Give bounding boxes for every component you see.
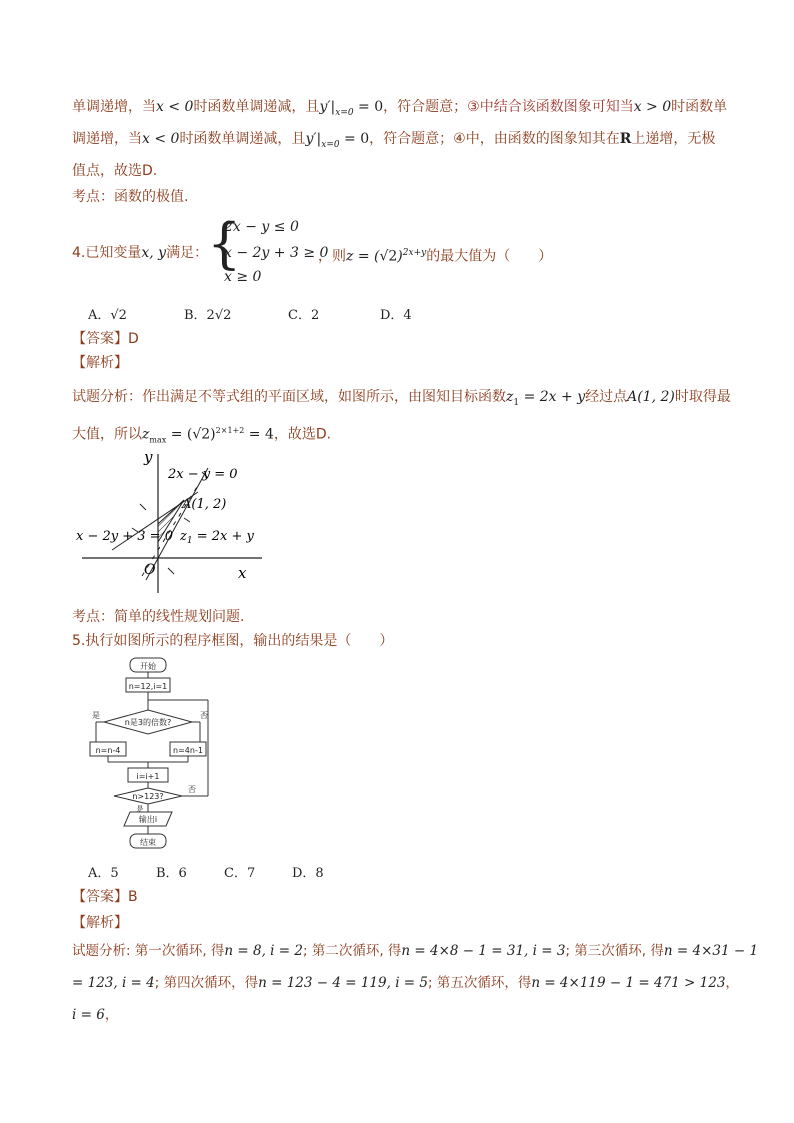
svg-text:否: 否 [188, 785, 196, 794]
svg-text:n=n-4: n=n-4 [95, 746, 121, 755]
q5-options [88, 862, 352, 881]
para-line-3: 值点，故选D. [72, 163, 158, 179]
constraint-1: 2x − y ≤ 0 [224, 219, 299, 235]
q4-option-a[interactable]: A．√2 [88, 308, 127, 323]
y-axis-label: y [144, 448, 153, 466]
origin-label: O [144, 562, 156, 578]
q4-analysis-line-2: 大值，所以$z_{max} = (√2)^{2\times 1+2} = 4$，故选D. [72, 426, 332, 445]
q5-answer: 【答案】B [72, 889, 138, 905]
q4-option-d[interactable]: D．4 [380, 308, 412, 323]
label-objective: $z_1 = 2x + y$ [180, 529, 254, 546]
q4-answer: 【答案】D [72, 331, 139, 347]
label-line-x-2y: x − 2y + 3 = 0 [76, 529, 173, 544]
x-axis-label: x [238, 564, 247, 582]
q4-analysis-heading: 【解析】 [72, 355, 128, 371]
constraint-3: x ≥ 0 [224, 269, 262, 285]
q5-option-c[interactable]: C．7 [224, 866, 256, 881]
svg-text:是: 是 [136, 805, 144, 813]
constraint-2: x − 2y + 3 ≥ 0 [224, 245, 329, 261]
svg-text:结束: 结束 [140, 838, 156, 847]
svg-text:输出i: 输出i [138, 815, 158, 824]
q5-analysis-line-2: = 123, i = 4; 第四次循环，得n = 123 − 4 = 119, i = 5; 第五次循环，得n = 4×119 − 1 = 471 > 123， [72, 975, 739, 991]
q4-options [88, 304, 440, 323]
svg-text:n是3的倍数?: n是3的倍数? [124, 718, 172, 727]
q4-option-c[interactable]: C．2 [288, 308, 320, 323]
para-line-2: 调递增，当x < 0时函数单调递减，且$y'|_{x=0} = 0$，符合题意；④中，由函数的图象知其在R上递增，无极 [72, 131, 716, 150]
program-flowchart [88, 656, 218, 852]
svg-text:是: 是 [92, 711, 100, 720]
svg-text:n=12,i=1: n=12,i=1 [128, 682, 168, 691]
q4-stem-objective: ，则$z = (√2)^{2x+y}$的最大值为（ ） [318, 248, 553, 265]
q4-stem: 4.已知变量x, y满足： [72, 245, 209, 261]
q5-analysis-line-1: 试题分析: 第一次循环, 得n = 8, i = 2; 第二次循环, 得n = 4×8 − 1 = 31, i = 3; 第三次循环, 得n = 4×31 − 1 [72, 943, 759, 959]
svg-text:否: 否 [200, 711, 208, 720]
para-line-1: 单调递增，当x < 0时函数单调递减，且$y'|_{x=0} = 0$，符合题意；③中结合该函数图象可知当x > 0时函数单 [72, 99, 728, 118]
svg-text:n>123?: n>123? [132, 792, 164, 801]
kaodian-1: 考点：函数的极值. [72, 189, 189, 205]
label-point-a: A(1, 2) [182, 497, 227, 512]
q5-stem: 5.执行如图所示的程序框图，输出的结果是（ ） [72, 633, 394, 649]
svg-text:i=i+1: i=i+1 [136, 772, 160, 781]
constraint-brace: { [207, 212, 242, 275]
label-line-2x-y: 2x − y = 0 [168, 467, 238, 482]
svg-text:n=4n-1: n=4n-1 [173, 746, 203, 755]
svg-text:开始: 开始 [140, 662, 156, 671]
q5-option-b[interactable]: B．6 [156, 866, 187, 881]
q4-analysis-line-1: 试题分析：作出满足不等式组的平面区域，如图所示，由图知目标函数$z_1 = 2x + y$经过点A(1, 2)时取得最 [72, 389, 731, 408]
q5-option-d[interactable]: D．8 [292, 866, 324, 881]
feasible-region-graph [72, 448, 272, 596]
q5-analysis-line-3: i = 6， [72, 1007, 119, 1023]
q4-kaodian: 考点：简单的线性规划问题. [72, 609, 245, 625]
q4-option-b[interactable]: B．2√2 [184, 308, 232, 323]
q5-option-a[interactable]: A．5 [88, 866, 119, 881]
q5-analysis-heading: 【解析】 [72, 915, 128, 931]
